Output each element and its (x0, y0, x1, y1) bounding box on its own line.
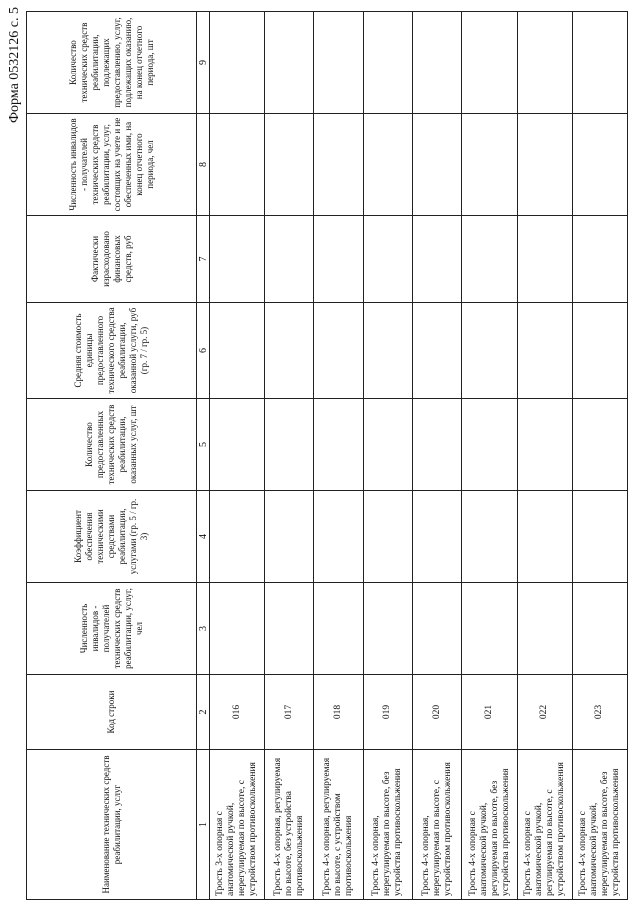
header-cell: Количество технических средств реабилитации, подлежащих предоставлению, услуг, подлежащих оказанию, на конец отчетного периода, шт (27, 12, 197, 114)
empty-cell (314, 303, 363, 399)
header-row (27, 12, 197, 900)
empty-cell (413, 491, 462, 583)
empty-cell (413, 399, 462, 491)
empty-cell (210, 303, 265, 399)
column-number: 6 (197, 303, 210, 399)
empty-cell (572, 216, 627, 303)
empty-cell (314, 399, 363, 491)
empty-cell (462, 12, 517, 114)
row-code: 018 (314, 675, 363, 750)
row-code: 023 (572, 675, 627, 750)
empty-cell (265, 216, 314, 303)
empty-cell (517, 114, 572, 216)
empty-cell (210, 399, 265, 491)
empty-cell (314, 583, 363, 675)
row-name: Трость 4-х опорная, нерегулируемая по высоте, с устройством противоскольжения (413, 750, 462, 900)
row-name: Трость 4-х опорная с анатомической ручкой, регулируемая по высоте, без устройства противоскольжения (462, 750, 517, 900)
empty-cell (363, 12, 412, 114)
form-title: Форма 0532126 с. 5 (7, 7, 22, 124)
row-code: 022 (517, 675, 572, 750)
row-name: Трость 4-х опорная, регулируемая по высоте, без устройства противоскольжения (265, 750, 314, 900)
row-code: 016 (210, 675, 265, 750)
empty-cell (517, 216, 572, 303)
column-number: 5 (197, 399, 210, 491)
table-row (210, 12, 265, 900)
empty-cell (517, 399, 572, 491)
empty-cell (363, 491, 412, 583)
empty-cell (210, 114, 265, 216)
header-cell: Фактически израсходовано финансовых средств, руб (27, 216, 197, 303)
header-cell: Коэффициент обеспечения техническими средствами реабилитации, услугами (гр. 5 / гр. 3) (27, 491, 197, 583)
table-row (517, 12, 572, 900)
table-row (462, 12, 517, 900)
header-cell: Код строки (27, 675, 197, 750)
row-name: Трость 3-х опорная с анатомической ручкой, нерегулируемая по высоте, с устройством противоскольжения (210, 750, 265, 900)
table-row (314, 12, 363, 900)
empty-cell (413, 583, 462, 675)
empty-cell (517, 12, 572, 114)
empty-cell (572, 583, 627, 675)
row-name: Трость 4-х опорная, нерегулируемая по высоте, без устройства противоскольжения (363, 750, 412, 900)
column-number: 2 (197, 675, 210, 750)
empty-cell (363, 303, 412, 399)
column-number: 9 (197, 12, 210, 114)
empty-cell (265, 303, 314, 399)
empty-cell (572, 303, 627, 399)
column-number: 1 (197, 750, 210, 900)
row-code: 020 (413, 675, 462, 750)
empty-cell (265, 491, 314, 583)
empty-cell (363, 583, 412, 675)
header-cell: Наименование технических средств реабилитации, услуг (27, 750, 197, 900)
column-number: 4 (197, 491, 210, 583)
header-cell: Средняя стоимость единицы предоставленного технического средства реабилитации, оказанной услуги, руб (гр. 7 / гр. 5) (27, 303, 197, 399)
empty-cell (210, 583, 265, 675)
report-table (26, 11, 628, 900)
empty-cell (517, 303, 572, 399)
header-cell: Численность инвалидов - получателей технических средств реабилитации, услуг, состоящих на учете и не обеспеченных ими, на конец отчетного периода, чел (27, 114, 197, 216)
column-number: 8 (197, 114, 210, 216)
empty-cell (210, 12, 265, 114)
empty-cell (572, 399, 627, 491)
row-code: 019 (363, 675, 412, 750)
empty-cell (363, 114, 412, 216)
empty-cell (314, 114, 363, 216)
table-row (265, 12, 314, 900)
empty-cell (572, 114, 627, 216)
header-cell: Численность инвалидов - получателей технических средств реабилитации, услуг, чел (27, 583, 197, 675)
empty-cell (314, 216, 363, 303)
empty-cell (413, 114, 462, 216)
empty-cell (462, 216, 517, 303)
empty-cell (413, 216, 462, 303)
empty-cell (572, 491, 627, 583)
empty-cell (363, 399, 412, 491)
empty-cell (462, 114, 517, 216)
row-code: 017 (265, 675, 314, 750)
empty-cell (517, 491, 572, 583)
column-number-row (197, 12, 210, 900)
empty-cell (314, 12, 363, 114)
empty-cell (265, 12, 314, 114)
table-row (413, 12, 462, 900)
table-row (363, 12, 412, 900)
empty-cell (363, 216, 412, 303)
row-name: Трость 4-х опорная с анатомической ручкой, нерегулируемая по высоте, без устройства противоскольжения (572, 750, 627, 900)
empty-cell (314, 491, 363, 583)
empty-cell (265, 114, 314, 216)
header-cell: Количество предоставленных технических средств реабилитации, оказанных услуг, шт (27, 399, 197, 491)
table-body (210, 12, 628, 900)
row-code: 021 (462, 675, 517, 750)
empty-cell (517, 583, 572, 675)
empty-cell (413, 12, 462, 114)
empty-cell (462, 399, 517, 491)
empty-cell (462, 583, 517, 675)
empty-cell (462, 491, 517, 583)
empty-cell (210, 216, 265, 303)
empty-cell (265, 583, 314, 675)
column-number: 3 (197, 583, 210, 675)
column-number: 7 (197, 216, 210, 303)
row-name: Трость 4-х опорная, регулируемая по высоте, с устройством противоскольжения (314, 750, 363, 900)
empty-cell (462, 303, 517, 399)
row-name: Трость 4-х опорная с анатомической ручкой, регулируемая по высоте, с устройством противоскольжения (517, 750, 572, 900)
table-row (572, 12, 627, 900)
empty-cell (265, 399, 314, 491)
empty-cell (210, 491, 265, 583)
empty-cell (413, 303, 462, 399)
empty-cell (572, 12, 627, 114)
